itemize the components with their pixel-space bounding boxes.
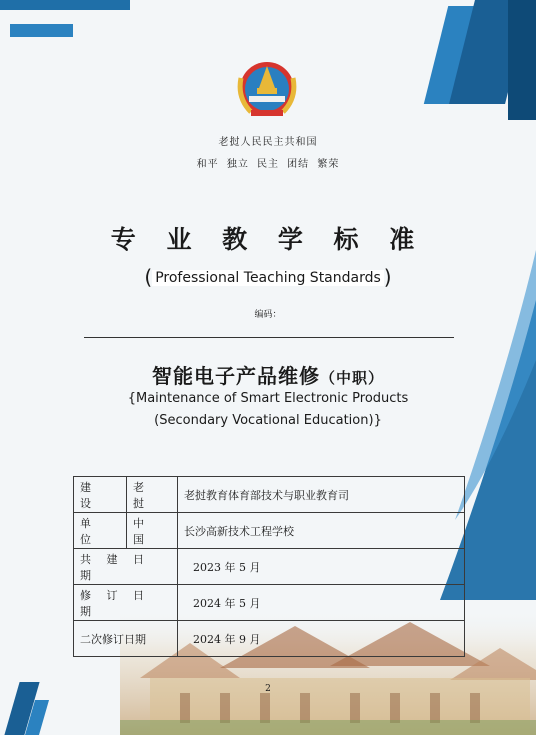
english-title-text: Professional Teaching Standards — [152, 270, 384, 286]
revised2-date: 2024 年 9 月 — [178, 621, 465, 657]
country-name: 老挝人民民主共和国 — [218, 137, 318, 148]
page-number: 2 — [265, 684, 271, 694]
national-emblem-icon — [235, 58, 299, 120]
table-row — [74, 585, 465, 621]
table-row — [74, 477, 465, 513]
table-row — [74, 621, 465, 657]
info-table — [73, 476, 465, 657]
major-level: （中职） — [319, 369, 384, 387]
china-org: 长沙高新技术工程学校 — [178, 513, 465, 549]
national-motto: 和平 独立 民主 团结 繁荣 — [196, 159, 340, 170]
laos-org: 老挝教育体育部技术与职业教育司 — [178, 477, 465, 513]
org-label-1: 建 设 — [74, 477, 127, 513]
org-label-2: 单 位 — [74, 513, 127, 549]
close-paren: ) — [383, 265, 392, 289]
major-title-cn — [0, 360, 536, 389]
major-title-en: {Maintenance of Smart Electronic Products (Secondary Vocational Education)} — [127, 391, 409, 428]
open-paren: ( — [144, 265, 153, 289]
revised-date: 2024 年 5 月 — [178, 585, 465, 621]
major-name: 智能电子产品维修 — [151, 364, 320, 388]
code-label: 编码： — [254, 310, 282, 320]
table-row — [74, 549, 465, 585]
english-title — [0, 265, 536, 289]
created-date: 2023 年 5 月 — [178, 549, 465, 585]
revised2-label: 二次修订日期 — [74, 621, 178, 657]
table-row — [74, 513, 465, 549]
document-title: 专 业 教 学 标 准 — [110, 225, 426, 254]
china-label: 中 国 — [127, 513, 178, 549]
laos-label: 老 挝 — [127, 477, 178, 513]
divider-line — [84, 337, 454, 338]
created-label: 共 建 日 期 — [74, 549, 178, 585]
revised-label: 修 订 日 期 — [74, 585, 178, 621]
